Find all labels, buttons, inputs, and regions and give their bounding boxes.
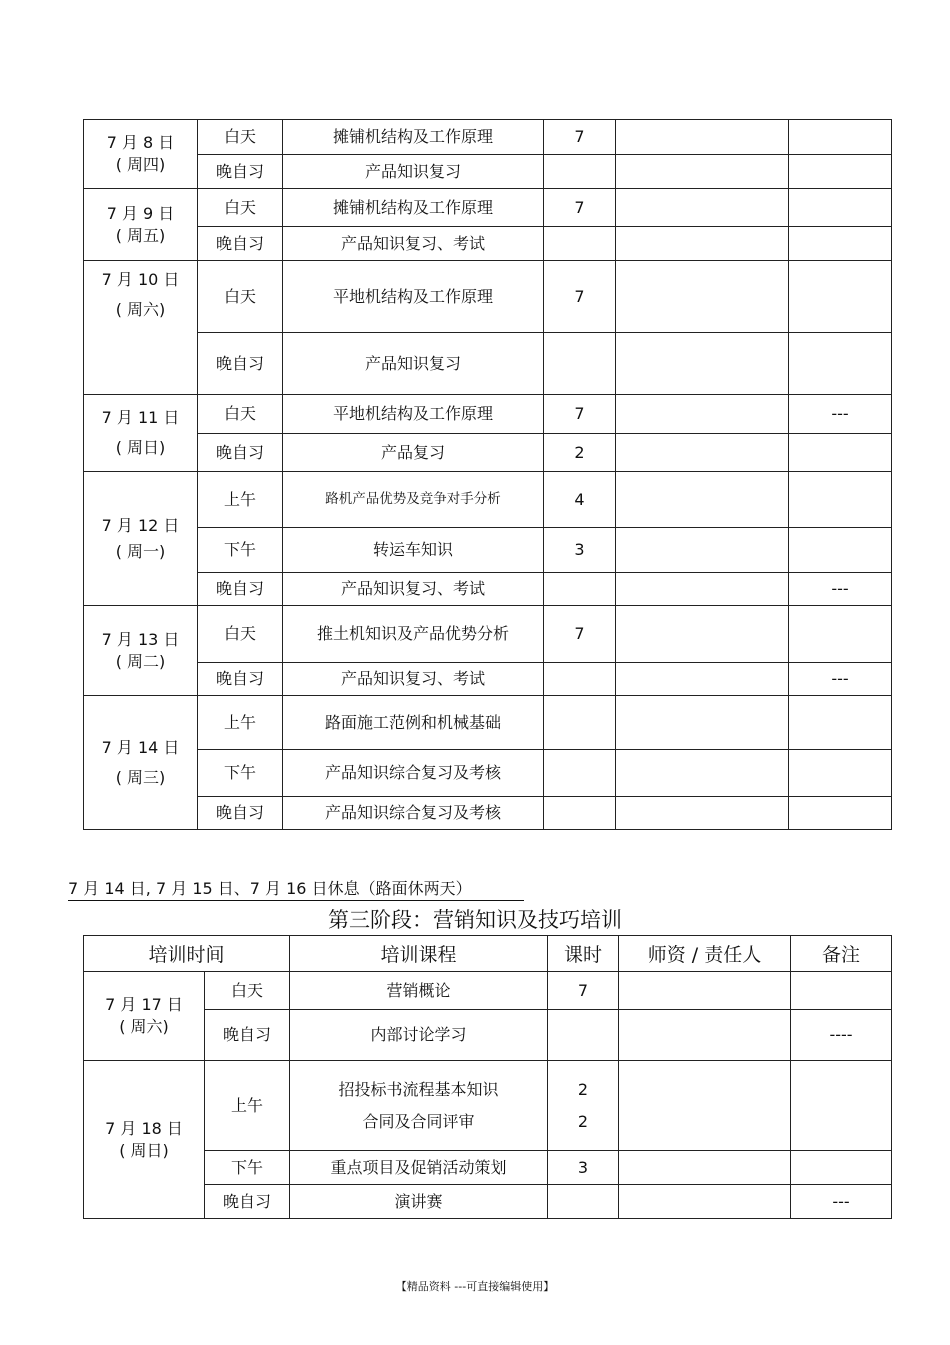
- note-cell: [791, 972, 892, 1010]
- table-row: [84, 606, 892, 663]
- course-cell: 路机产品优势及竞争对手分析: [283, 472, 544, 528]
- teacher-cell: [616, 528, 789, 573]
- period-cell: 晚自习: [198, 333, 283, 395]
- period-cell: 上午: [198, 472, 283, 528]
- hours-cell: 7: [544, 261, 616, 333]
- header-hours: 课时: [548, 936, 619, 972]
- note-cell: [789, 189, 892, 227]
- teacher-cell: [616, 663, 789, 696]
- period-cell: 白天: [205, 972, 290, 1010]
- table-row: [84, 1061, 892, 1151]
- teacher-cell: [616, 333, 789, 395]
- course-cell: 内部讨论学习: [290, 1010, 548, 1061]
- hours-cell: 2 2: [548, 1061, 619, 1151]
- hours-cell: 3: [544, 528, 616, 573]
- hours-cell: [544, 333, 616, 395]
- table-row: [84, 573, 892, 606]
- period-cell: 晚自习: [198, 797, 283, 830]
- note-cell: [789, 797, 892, 830]
- period-cell: 下午: [205, 1151, 290, 1185]
- table-row: [84, 750, 892, 797]
- teacher-cell: [619, 1010, 791, 1061]
- period-cell: 晚自习: [198, 573, 283, 606]
- date-cell: 7 月 10 日 ( 周六): [84, 261, 198, 395]
- course-cell: 产品知识综合复习及考核: [283, 797, 544, 830]
- period-cell: 上午: [198, 696, 283, 750]
- date-cell: 7 月 9 日 ( 周五): [84, 189, 198, 261]
- teacher-cell: [616, 696, 789, 750]
- hours-cell: 7: [548, 972, 619, 1010]
- table-row: [84, 155, 892, 189]
- hours-cell: 7: [544, 606, 616, 663]
- teacher-cell: [616, 120, 789, 155]
- hours-cell: 7: [544, 189, 616, 227]
- rest-note: 7 月 14 日, 7 月 15 日、7 月 16 日休息（路面休两天）: [68, 876, 524, 901]
- date-cell: 7 月 8 日 ( 周四): [84, 120, 198, 189]
- note-cell: [791, 1061, 892, 1151]
- note-cell: [789, 155, 892, 189]
- table-row: [84, 1010, 892, 1061]
- teacher-cell: [616, 797, 789, 830]
- course-cell: 产品知识综合复习及考核: [283, 750, 544, 797]
- hours-cell: [544, 663, 616, 696]
- teacher-cell: [616, 395, 789, 434]
- course-cell: 产品知识复习、考试: [283, 227, 544, 261]
- teacher-cell: [619, 1151, 791, 1185]
- footer-text: 【精品资料 ---可直接编辑使用】: [395, 1280, 555, 1293]
- course-cell: 产品知识复习、考试: [283, 663, 544, 696]
- hours-cell: 3: [548, 1151, 619, 1185]
- table-row: [84, 1185, 892, 1219]
- course-cell: 转运车知识: [283, 528, 544, 573]
- teacher-cell: [616, 261, 789, 333]
- note-cell: [789, 333, 892, 395]
- course-cell: 路面施工范例和机械基础: [283, 696, 544, 750]
- period-cell: 下午: [198, 750, 283, 797]
- note-cell: ---: [789, 573, 892, 606]
- note-cell: [789, 434, 892, 472]
- hours-cell: [548, 1010, 619, 1061]
- teacher-cell: [616, 189, 789, 227]
- course-cell: 招投标书流程基本知识 合同及合同评审: [290, 1061, 548, 1151]
- table-row: [84, 1151, 892, 1185]
- note-cell: [789, 606, 892, 663]
- period-cell: 晚自习: [198, 663, 283, 696]
- hours-cell: [544, 750, 616, 797]
- course-cell: 摊铺机结构及工作原理: [283, 189, 544, 227]
- hours-cell: 7: [544, 395, 616, 434]
- note-cell: ---: [789, 395, 892, 434]
- course-cell: 产品知识复习: [283, 333, 544, 395]
- note-cell: ---: [789, 663, 892, 696]
- table-row: [84, 120, 892, 155]
- teacher-cell: [619, 972, 791, 1010]
- table-row: [84, 972, 892, 1010]
- course-cell: 产品复习: [283, 434, 544, 472]
- table-header-row: [84, 936, 892, 972]
- note-cell: [789, 472, 892, 528]
- date-cell: 7 月 11 日 ( 周日): [84, 395, 198, 472]
- teacher-cell: [619, 1185, 791, 1219]
- note-cell: [789, 696, 892, 750]
- table-row: [84, 189, 892, 227]
- hours-cell: [548, 1185, 619, 1219]
- course-cell: 重点项目及促销活动策划: [290, 1151, 548, 1185]
- date-cell: 7 月 13 日 ( 周二): [84, 606, 198, 696]
- hours-cell: [544, 227, 616, 261]
- table-row: [84, 797, 892, 830]
- table-row: [84, 472, 892, 528]
- period-cell: 白天: [198, 120, 283, 155]
- note-cell: [789, 528, 892, 573]
- period-cell: 白天: [198, 189, 283, 227]
- note-cell: [789, 227, 892, 261]
- course-cell: 推土机知识及产品优势分析: [283, 606, 544, 663]
- table-row: [84, 261, 892, 333]
- teacher-cell: [616, 155, 789, 189]
- teacher-cell: [619, 1061, 791, 1151]
- period-cell: 晚自习: [205, 1010, 290, 1061]
- hours-cell: [544, 696, 616, 750]
- date-cell: 7 月 17 日 ( 周六): [84, 972, 205, 1061]
- teacher-cell: [616, 434, 789, 472]
- note-cell: [789, 120, 892, 155]
- period-cell: 晚自习: [198, 227, 283, 261]
- note-cell: [789, 261, 892, 333]
- teacher-cell: [616, 472, 789, 528]
- header-course: 培训课程: [290, 936, 548, 972]
- date-cell: 7 月 12 日 ( 周一): [84, 472, 198, 606]
- course-cell: 平地机结构及工作原理: [283, 395, 544, 434]
- hours-cell: [544, 155, 616, 189]
- period-cell: 白天: [198, 395, 283, 434]
- period-cell: 上午: [205, 1061, 290, 1151]
- section-title: 第三阶段：营销知识及技巧培训: [328, 908, 622, 932]
- course-cell: 产品知识复习: [283, 155, 544, 189]
- course-cell: 摊铺机结构及工作原理: [283, 120, 544, 155]
- teacher-cell: [616, 573, 789, 606]
- header-note: 备注: [791, 936, 892, 972]
- course-cell: 平地机结构及工作原理: [283, 261, 544, 333]
- note-cell: [789, 750, 892, 797]
- date-cell: 7 月 18 日 ( 周日): [84, 1061, 205, 1219]
- course-cell: 演讲赛: [290, 1185, 548, 1219]
- table-row: [84, 227, 892, 261]
- course-cell: 营销概论: [290, 972, 548, 1010]
- date-cell: 7 月 14 日 ( 周三): [84, 696, 198, 830]
- course-cell: 产品知识复习、考试: [283, 573, 544, 606]
- schedule-table-stage3: [83, 935, 892, 1219]
- period-cell: 白天: [198, 261, 283, 333]
- period-cell: 白天: [198, 606, 283, 663]
- note-cell: ---: [791, 1185, 892, 1219]
- header-teacher: 师资 / 责任人: [619, 936, 791, 972]
- note-cell: [791, 1151, 892, 1185]
- hours-cell: 4: [544, 472, 616, 528]
- period-cell: 晚自习: [205, 1185, 290, 1219]
- table-row: [84, 696, 892, 750]
- period-cell: 晚自习: [198, 155, 283, 189]
- header-time: 培训时间: [84, 936, 290, 972]
- table-row: [84, 434, 892, 472]
- hours-cell: 2: [544, 434, 616, 472]
- teacher-cell: [616, 606, 789, 663]
- period-cell: 晚自习: [198, 434, 283, 472]
- table-row: [84, 528, 892, 573]
- teacher-cell: [616, 227, 789, 261]
- hours-cell: [544, 797, 616, 830]
- table-row: [84, 333, 892, 395]
- hours-cell: 7: [544, 120, 616, 155]
- teacher-cell: [616, 750, 789, 797]
- table-row: [84, 395, 892, 434]
- table-row: [84, 663, 892, 696]
- note-cell: ----: [791, 1010, 892, 1061]
- period-cell: 下午: [198, 528, 283, 573]
- schedule-table-stage2: [83, 119, 892, 830]
- hours-cell: [544, 573, 616, 606]
